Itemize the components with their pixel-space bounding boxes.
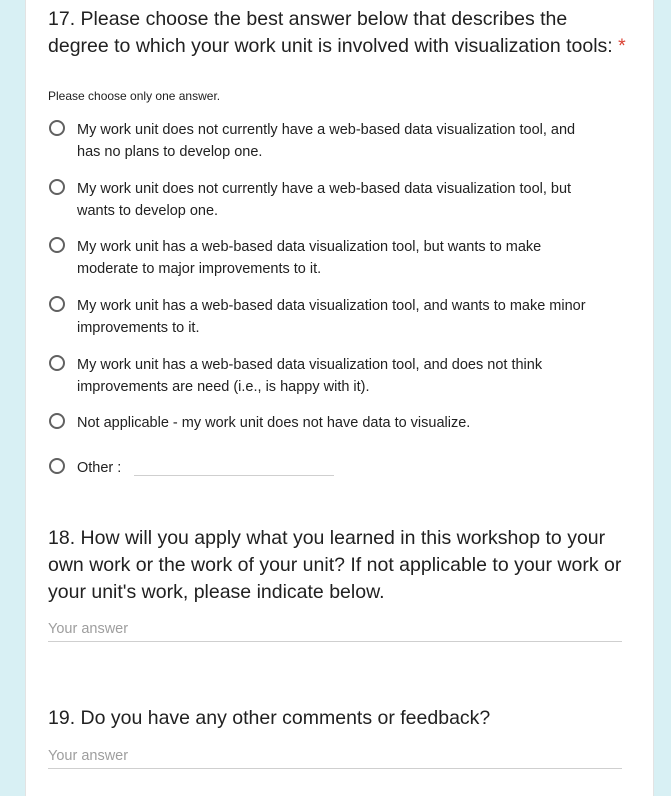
radio-button-icon[interactable] — [49, 237, 65, 253]
q19-answer-input[interactable] — [48, 748, 622, 769]
q17-option-other[interactable] — [48, 458, 168, 480]
option-label: My work unit has a web-based data visualization tool, but wants to make moderate to major improvements to it. — [77, 239, 542, 277]
radio-button-icon[interactable] — [49, 413, 65, 429]
required-asterisk: * — [618, 35, 626, 57]
page-background-edge — [654, 0, 671, 796]
q19-title: 19. Do you have any other comments or feedback? — [48, 707, 491, 729]
option-label: Other : — [77, 460, 122, 476]
radio-button-icon[interactable] — [49, 120, 65, 136]
option-label: My work unit does not currently have a web-based data visualization tool, but wants to develop one. — [77, 181, 572, 219]
radio-button-icon[interactable] — [49, 355, 65, 371]
q18-title: 18. How will you apply what you learned in this workshop to your own work or the work of your unit? If not applicable to your work or your unit's work, please indicate below. — [48, 527, 622, 603]
option-label: Not applicable - my work unit does not have data to visualize. — [77, 415, 471, 431]
q17-option-1[interactable] — [48, 120, 608, 163]
radio-button-icon[interactable] — [49, 458, 65, 474]
q17-option-2[interactable] — [48, 179, 608, 222]
q17-option-6[interactable] — [48, 413, 608, 435]
option-label: My work unit does not currently have a web-based data visualization tool, and has no plans to develop one. — [77, 122, 576, 160]
q17-help-text: Please choose only one answer. — [48, 89, 221, 103]
q17-option-3[interactable] — [48, 237, 608, 280]
option-label: My work unit has a web-based data visualization tool, and wants to make minor improvements to it. — [77, 298, 586, 336]
form-card — [25, 0, 654, 796]
other-text-input[interactable] — [134, 475, 334, 476]
q17-option-5[interactable] — [48, 355, 608, 398]
radio-button-icon[interactable] — [49, 179, 65, 195]
option-label: My work unit has a web-based data visualization tool, and does not think improvements are need (i.e., is happy with it). — [77, 357, 543, 395]
q17-title — [48, 6, 628, 60]
q18-answer-input[interactable] — [48, 621, 622, 642]
q17-option-4[interactable] — [48, 296, 608, 339]
radio-button-icon[interactable] — [49, 296, 65, 312]
q17-title-text: 17. Please choose the best answer below that describes the degree to which your work unit is involved with visualization tools: — [48, 8, 613, 57]
